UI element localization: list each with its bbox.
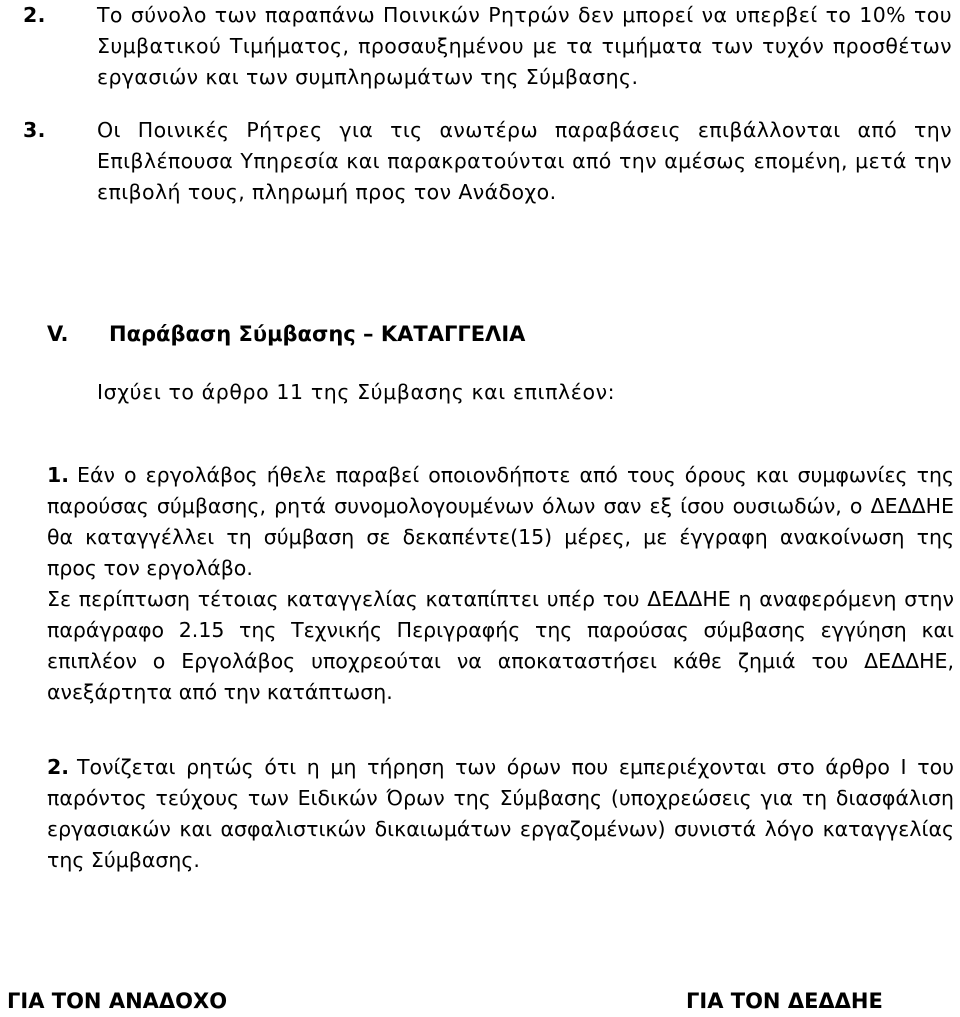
item-number: 1. xyxy=(47,463,70,487)
penalty-item-3 xyxy=(23,115,952,208)
penalty-item-2 xyxy=(23,0,952,93)
termination-item-1 xyxy=(47,460,954,708)
signature-deddie: ΓΙΑ ΤΟΝ ΔΕΔΔΗΕ xyxy=(686,989,883,1013)
item-text: Εάν ο εργολάβος ήθελε παραβεί οποιονδήποτε από τους όρους και συμφωνίες της παρούσας σύμβασης, ρητά συνομολογουμένων όλων σαν εξ ίσου ουσιωδών, ο ΔΕΔΔΗΕ θα καταγγέλλει τη σύμβαση σε δεκαπέντε(15) μέρες, με έγγραφη ανακοίνωση της προς τον εργολάβο. xyxy=(47,463,954,580)
item-number: 2. xyxy=(47,755,70,779)
section-number: V. xyxy=(47,322,69,346)
item-text: Οι Ποινικές Ρήτρες για τις ανωτέρω παραβάσεις επιβάλλονται από την Επιβλέπουσα Υπηρεσία και παρακρατούνται από την αμέσως επομένη, μετά την επιβολή τους, πληρωμή προς τον Ανάδοχο. xyxy=(97,118,952,204)
item-text: Τονίζεται ρητώς ότι η μη τήρηση των όρων που εμπεριέχονται στο άρθρο Ι του παρόντος τεύχους των Ειδικών Όρων της Σύμβασης (υποχρεώσεις για τη διασφάλιση εργασιακών και ασφαλιστικών δικαιωμάτων εργαζομένων) συνιστά λόγο καταγγελίας της Σύμβασης. xyxy=(47,755,954,872)
signature-contractor: ΓΙΑ ΤΟΝ ΑΝΑΔΟΧΟ xyxy=(7,989,228,1013)
section-intro: Ισχύει το άρθρο 11 της Σύμβασης και επιπλέον: xyxy=(97,380,616,404)
item-continuation: Σε περίπτωση τέτοιας καταγγελίας καταπίπτει υπέρ του ΔΕΔΔΗΕ η αναφερόμενη στην παράγραφο 2.15 της Τεχνικής Περιγραφής της παρούσας σύμβασης εγγύηση και επιπλέον ο Εργολάβος υποχρεούται να αποκαταστήσει κάθε ζημιά του ΔΕΔΔΗΕ, ανεξάρτητα από την κατάπτωση. xyxy=(47,587,954,704)
item-number: 2. xyxy=(23,3,46,27)
section-title: Παράβαση Σύμβασης – ΚΑΤΑΓΓΕΛΙΑ xyxy=(109,322,526,346)
section-heading xyxy=(47,317,525,351)
item-text: Το σύνολο των παραπάνω Ποινικών Ρητρών δεν μπορεί να υπερβεί το 10% του Συμβατικού Τιμήματος, προσαυξημένου με τα τιμήματα των τυχόν προσθέτων εργασιών και των συμπληρωμάτων της Σύμβασης. xyxy=(97,3,952,89)
termination-item-2 xyxy=(47,752,954,876)
item-number: 3. xyxy=(23,118,46,142)
